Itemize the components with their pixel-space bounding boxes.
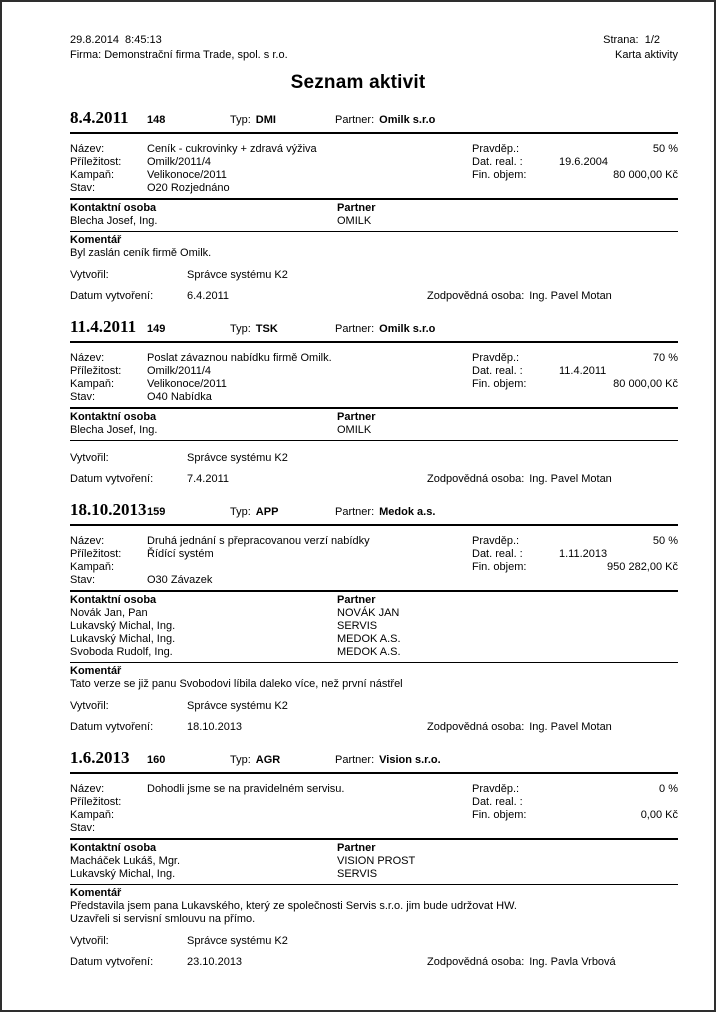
partner-label: Partner: <box>335 323 375 335</box>
field-label-nazev: Název: <box>70 143 105 155</box>
divider <box>70 440 678 441</box>
field-value-pravdep: 50 % <box>652 143 678 155</box>
activity-partner <box>335 323 435 335</box>
partner-label: Partner: <box>335 506 375 518</box>
creation-date-label: Datum vytvoření: <box>70 956 154 968</box>
field-value-pravdep: 0 % <box>659 783 678 795</box>
field-value-nazev: Ceník - cukrovinky + zdravá výživa <box>147 143 317 155</box>
activity-date: 18.10.2013 <box>70 500 147 519</box>
type-value: APP <box>255 506 279 518</box>
field-label-fin-objem: Fin. objem: <box>472 809 527 821</box>
contact-partner-header: Partner <box>337 202 376 214</box>
field-label-nazev: Název: <box>70 352 105 364</box>
field-value-nazev: Poslat závaznou nabídku firmě Omilk. <box>147 352 332 364</box>
contact-partner: SERVIS <box>337 620 378 632</box>
activity-fields <box>70 783 678 835</box>
responsible-person <box>427 290 612 303</box>
contacts-header <box>70 594 678 607</box>
created-by-label: Vytvořil: <box>70 935 109 947</box>
contacts-header <box>70 202 678 215</box>
contact-partner-header: Partner <box>337 411 376 423</box>
contact-name-header: Kontaktní osoba <box>70 202 157 214</box>
field-label-stav: Stav: <box>70 182 96 194</box>
created-by-label: Vytvořil: <box>70 700 109 712</box>
activity-header <box>70 500 678 526</box>
field-label-nazev: Název: <box>70 783 105 795</box>
contact-row <box>70 215 678 228</box>
field-label-fin-objem: Fin. objem: <box>472 169 527 181</box>
field-value-stav: O30 Závazek <box>147 574 213 586</box>
fields-left <box>70 535 472 587</box>
activity-type <box>230 754 335 766</box>
comment-section <box>70 665 678 691</box>
divider <box>70 231 678 232</box>
creation-date-label: Datum vytvoření: <box>70 721 154 733</box>
contacts-table <box>70 202 678 228</box>
activity-number: 148 <box>147 114 166 126</box>
activity-partner <box>335 506 435 518</box>
field-label-stav: Stav: <box>70 822 96 834</box>
contact-row <box>70 607 678 620</box>
type-label: Typ: <box>230 754 251 766</box>
partner-label: Partner: <box>335 754 375 766</box>
type-value: AGR <box>255 754 281 766</box>
contact-partner: SERVIS <box>337 868 378 880</box>
activity-number: 149 <box>147 323 166 335</box>
field-label-stav: Stav: <box>70 574 96 586</box>
field-value-nazev: Druhá jednání s přepracovanou verzí nabídky <box>147 535 370 547</box>
field-label-dat-real: Dat. real. : <box>472 365 523 377</box>
page-number: Strana: 1/2 <box>603 34 660 46</box>
fields-right <box>472 783 678 835</box>
field-value-dat-real: 19.6.2004 <box>559 156 608 168</box>
field-label-kampan: Kampaň: <box>70 561 115 573</box>
fields-left <box>70 783 472 835</box>
creation-date-row <box>70 473 678 486</box>
field-value-kampan: Velikonoce/2011 <box>147 378 227 390</box>
divider <box>70 662 678 663</box>
activity-type <box>230 114 335 126</box>
activity-type <box>230 323 335 335</box>
partner-value: Omilk s.r.o <box>379 114 436 126</box>
type-label: Typ: <box>230 114 251 126</box>
created-by-value: Správce systému K2 <box>187 935 288 947</box>
contact-name-header: Kontaktní osoba <box>70 842 157 854</box>
contact-partner-header: Partner <box>337 842 376 854</box>
field-label-pravdep: Pravděp.: <box>472 783 520 795</box>
comment-label: Komentář <box>70 234 122 246</box>
type-label: Typ: <box>230 506 251 518</box>
divider <box>70 884 678 885</box>
activity-header <box>70 108 678 134</box>
field-label-nazev: Název: <box>70 535 105 547</box>
contact-row <box>70 424 678 437</box>
responsible-label: Zodpovědná osoba: <box>427 956 525 968</box>
contact-name: Blecha Josef, Ing. <box>70 215 158 227</box>
activity-date: 11.4.2011 <box>70 317 137 336</box>
activity-type <box>230 506 335 518</box>
contact-name-header: Kontaktní osoba <box>70 594 157 606</box>
activity-fields <box>70 352 678 404</box>
fields-right <box>472 535 678 587</box>
partner-value: Vision s.r.o. <box>379 754 441 766</box>
field-label-dat-real: Dat. real. : <box>472 548 523 560</box>
field-value-pravdep: 50 % <box>652 535 678 547</box>
activity-fields <box>70 535 678 587</box>
type-value: DMI <box>255 114 276 126</box>
field-value-prilezitost: Omilk/2011/4 <box>147 365 211 377</box>
creation-date-row <box>70 721 678 734</box>
creation-date-row <box>70 290 678 303</box>
creation-date-label: Datum vytvoření: <box>70 473 154 485</box>
field-label-pravdep: Pravděp.: <box>472 143 520 155</box>
comment-label: Komentář <box>70 665 122 677</box>
field-value-fin-objem: 950 282,00 Kč <box>607 561 678 573</box>
activity-date: 1.6.2013 <box>70 748 130 767</box>
created-by-label: Vytvořil: <box>70 452 109 464</box>
report-header-row-1 <box>70 33 678 48</box>
field-label-fin-objem: Fin. objem: <box>472 378 527 390</box>
contact-name: Lukavský Michal, Ing. <box>70 620 176 632</box>
activity-block <box>70 317 678 486</box>
activity-partner <box>335 114 435 126</box>
responsible-label: Zodpovědná osoba: <box>427 290 525 302</box>
responsible-value: Ing. Pavla Vrbová <box>529 956 616 968</box>
field-value-kampan <box>147 561 472 574</box>
creation-date-label: Datum vytvoření: <box>70 290 154 302</box>
print-datetime: 29.8.2014 8:45:13 <box>70 34 162 46</box>
field-value-stav: O20 Rozjednáno <box>147 182 230 194</box>
created-by-row <box>70 935 678 948</box>
field-value-pravdep: 70 % <box>652 352 678 364</box>
firm-name: Firma: Demonstrační firma Trade, spol. s r.o. <box>70 49 288 61</box>
field-label-prilezitost: Příležitost: <box>70 796 122 808</box>
responsible-value: Ing. Pavel Motan <box>529 290 612 302</box>
responsible-value: Ing. Pavel Motan <box>529 473 612 485</box>
activity-fields <box>70 143 678 195</box>
field-value-fin-objem: 0,00 Kč <box>640 809 678 821</box>
field-label-fin-objem: Fin. objem: <box>472 561 527 573</box>
field-value-stav: O40 Nabídka <box>147 391 212 403</box>
field-label-kampan: Kampaň: <box>70 169 115 181</box>
contact-name: Svoboda Rudolf, Ing. <box>70 646 173 658</box>
field-label-prilezitost: Příležitost: <box>70 365 122 377</box>
creation-date-value: 23.10.2013 <box>187 956 243 968</box>
partner-value: Omilk s.r.o <box>379 323 436 335</box>
field-label-kampan: Kampaň: <box>70 378 115 390</box>
field-label-dat-real: Dat. real. : <box>472 796 523 808</box>
creation-date-value: 6.4.2011 <box>187 290 230 302</box>
activity-block <box>70 748 678 969</box>
contact-partner: NOVÁK JAN <box>337 607 400 619</box>
contact-row <box>70 646 678 659</box>
contact-row <box>70 855 678 868</box>
created-by-row <box>70 452 678 465</box>
contacts-header <box>70 842 678 855</box>
report-type: Karta aktivity <box>615 49 678 61</box>
field-label-prilezitost: Příležitost: <box>70 156 122 168</box>
creation-date-row <box>70 956 678 969</box>
contact-row <box>70 620 678 633</box>
comment-line: Představila jsem pana Lukavského, který ze společnosti Servis s.r.o. jim bude udržovat HW. <box>70 900 517 912</box>
field-label-stav: Stav: <box>70 391 96 403</box>
report-title: Seznam aktivit <box>290 72 426 93</box>
divider <box>70 198 678 200</box>
contact-row <box>70 633 678 646</box>
comment-label: Komentář <box>70 887 122 899</box>
field-label-prilezitost: Příležitost: <box>70 548 122 560</box>
field-value-dat-real <box>559 796 678 809</box>
field-value-prilezitost: Omilk/2011/4 <box>147 156 211 168</box>
divider <box>70 838 678 840</box>
responsible-person <box>427 473 612 486</box>
creation-date-value: 18.10.2013 <box>187 721 243 733</box>
fields-right <box>472 352 678 404</box>
field-value-stav <box>147 822 472 835</box>
field-value-dat-real: 11.4.2011 <box>559 365 607 377</box>
field-label-pravdep: Pravděp.: <box>472 535 520 547</box>
contact-partner: MEDOK A.S. <box>337 633 401 645</box>
field-value-kampan <box>147 809 472 822</box>
fields-left <box>70 143 472 195</box>
activity-number: 160 <box>147 754 166 766</box>
responsible-person <box>427 956 616 969</box>
fields-left <box>70 352 472 404</box>
report-header-row-2 <box>70 48 678 63</box>
contact-partner: OMILK <box>337 215 372 227</box>
created-by-value: Správce systému K2 <box>187 700 288 712</box>
comment-line: Uzavřeli si servisní smlouvu na přímo. <box>70 913 256 925</box>
partner-value: Medok a.s. <box>379 506 436 518</box>
contact-name-header: Kontaktní osoba <box>70 411 157 423</box>
fields-right <box>472 143 678 195</box>
activity-partner <box>335 754 441 766</box>
created-by-row <box>70 269 678 282</box>
field-label-kampan: Kampaň: <box>70 809 115 821</box>
contacts-table <box>70 842 678 881</box>
field-value-fin-objem: 80 000,00 Kč <box>613 378 678 390</box>
contact-name: Blecha Josef, Ing. <box>70 424 158 436</box>
comment-line: Tato verze se již panu Svobodovi líbila daleko více, než první nástřel <box>70 678 403 690</box>
contact-row <box>70 868 678 881</box>
activity-number: 159 <box>147 506 166 518</box>
responsible-label: Zodpovědná osoba: <box>427 721 525 733</box>
activity-block <box>70 108 678 303</box>
created-by-row <box>70 700 678 713</box>
contacts-header <box>70 411 678 424</box>
contact-partner: VISION PROST <box>337 855 416 867</box>
creation-date-value: 7.4.2011 <box>187 473 230 485</box>
activity-header <box>70 317 678 343</box>
type-value: TSK <box>255 323 278 335</box>
responsible-person <box>427 721 612 734</box>
field-value-fin-objem: 80 000,00 Kč <box>613 169 678 181</box>
contact-partner-header: Partner <box>337 594 376 606</box>
field-label-dat-real: Dat. real. : <box>472 156 523 168</box>
partner-label: Partner: <box>335 114 375 126</box>
activity-date: 8.4.2011 <box>70 108 129 127</box>
field-value-prilezitost: Řídící systém <box>147 548 214 560</box>
comment-section <box>70 234 678 260</box>
contact-name: Lukavský Michal, Ing. <box>70 633 176 645</box>
comment-section <box>70 887 678 926</box>
contacts-table <box>70 411 678 437</box>
comment-line: Byl zaslán ceník firmě Omilk. <box>70 247 212 259</box>
divider <box>70 590 678 592</box>
responsible-label: Zodpovědná osoba: <box>427 473 525 485</box>
type-label: Typ: <box>230 323 251 335</box>
contact-partner: OMILK <box>337 424 372 436</box>
created-by-label: Vytvořil: <box>70 269 109 281</box>
field-value-prilezitost <box>147 796 472 809</box>
created-by-value: Správce systému K2 <box>187 269 288 281</box>
contact-name: Lukavský Michal, Ing. <box>70 868 176 880</box>
contacts-table <box>70 594 678 659</box>
responsible-value: Ing. Pavel Motan <box>529 721 612 733</box>
field-value-nazev: Dohodli jsme se na pravidelném servisu. <box>147 783 345 795</box>
field-value-kampan: Velikonoce/2011 <box>147 169 227 181</box>
contact-name: Macháček Lukáš, Mgr. <box>70 855 181 867</box>
contact-partner: MEDOK A.S. <box>337 646 401 658</box>
field-label-pravdep: Pravděp.: <box>472 352 520 364</box>
contact-name: Novák Jan, Pan <box>70 607 148 619</box>
activity-block <box>70 500 678 734</box>
created-by-value: Správce systému K2 <box>187 452 288 464</box>
activity-header <box>70 748 678 774</box>
field-value-dat-real: 1.11.2013 <box>559 548 608 560</box>
divider <box>70 407 678 409</box>
